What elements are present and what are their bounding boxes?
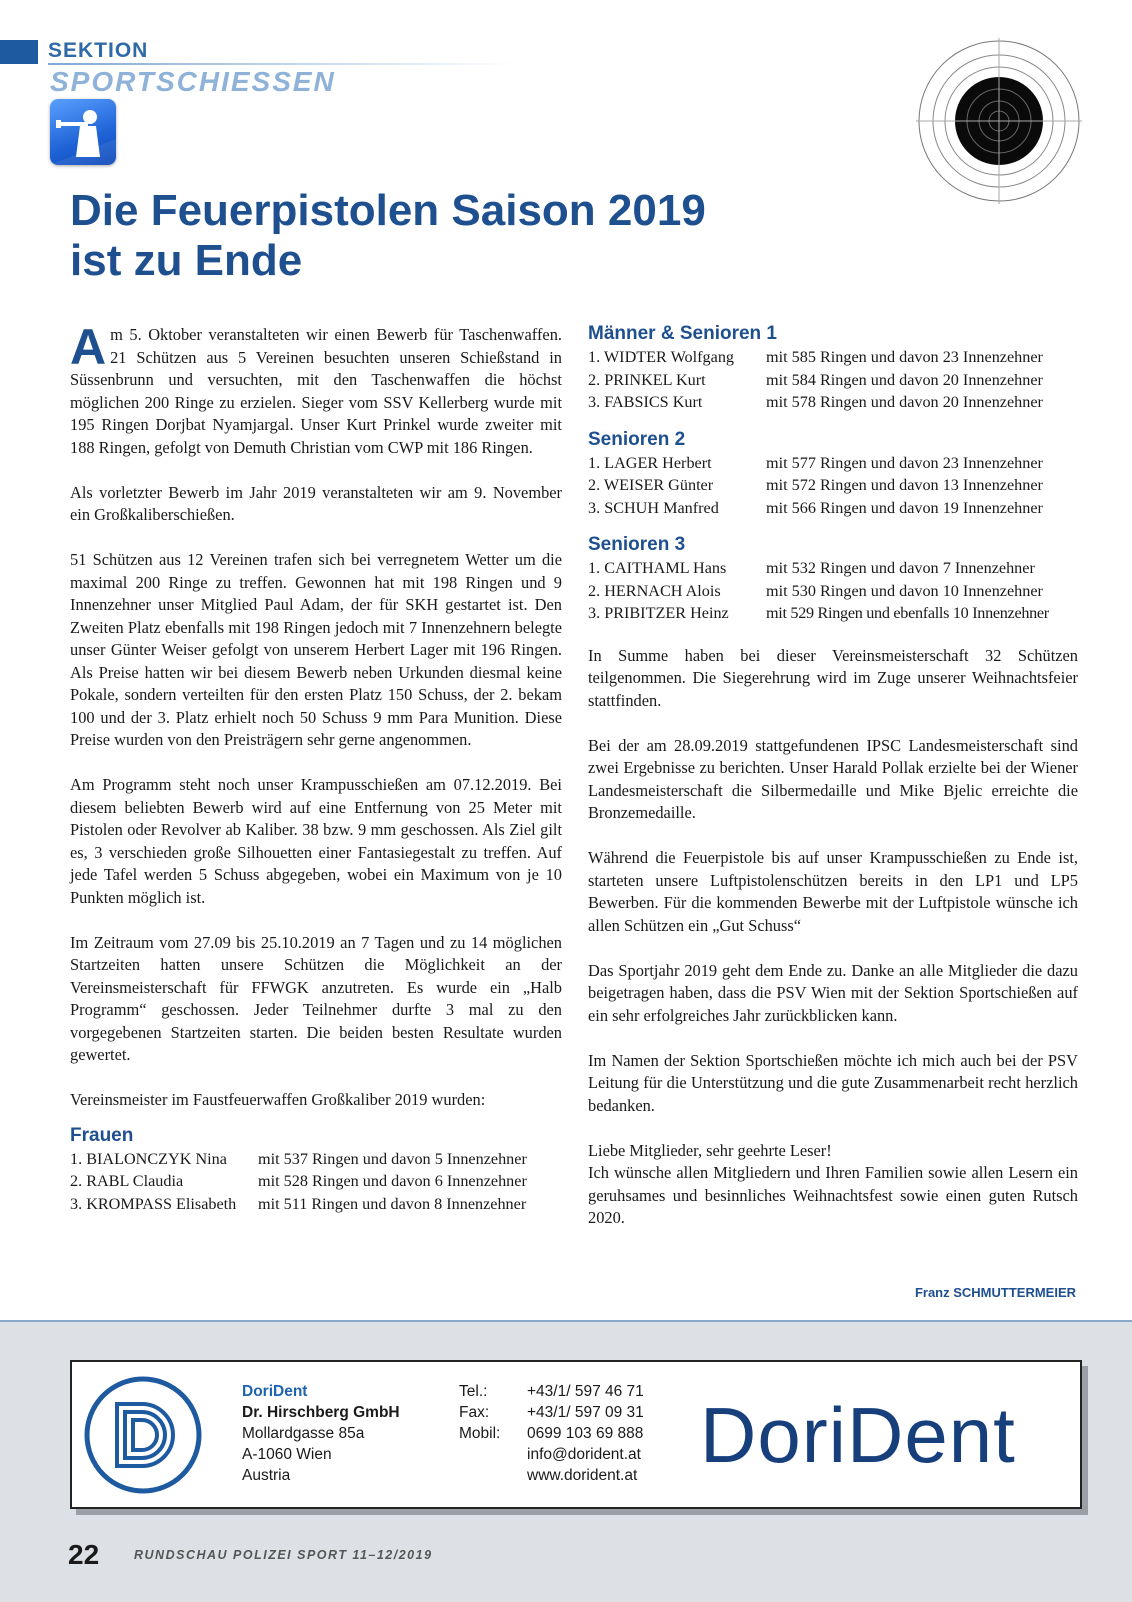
result-score: mit 572 Ringen und davon 13 Innenzehner [766,476,1043,494]
result-name: 1. BIALONCZYK Nina [70,1149,227,1168]
table-row [588,346,1043,369]
paragraph-intro [70,319,562,459]
section-name: SPORTSCHIESSEN [50,66,336,97]
results-table-senioren-2 [588,452,1043,520]
table-row [588,497,1043,520]
result-name: 2. HERNACH Alois [588,581,721,600]
paragraph-3: 51 Schützen aus 12 Vereinen trafen sich bei verregnetem Wetter um die maximal 200 Ringe zu treffen. Gewonnen hat mit 198 Ringen und 9 Innenzehner unser Mitglied Paul Adam, der für SKH gestartet ist. Den Zweiten Platz ebenfalls mit 198 Ringen jedoch mit 7 Innenzehnern belegte unser Günter Weiser gefolgt von unserem Herbert Lager mit 196 Ringen. Als Preise hatten wir bei diesem Bewerb neben Urkunden diesmal keine Pokale, sondern verteilten für den ersten Platz 150 Schuss, der 2. bekam 100 und der 3. Platz erhielt noch 50 Schuss 9 mm Para Munition. Diese Preise wurden von den Preisträgern sehr gerne angenommen. [70,550,562,749]
ad-brand: DoriDent [242,1383,308,1400]
paragraph-5: Im Zeitraum vom 27.09 bis 25.10.2019 an 7 Tagen und zu 14 möglichen Startzeiten hatten unsere Schützen die Möglichkeit an der Vereinsmeisterschaft für FFWGK anzutreten. Es wurde ein „Halb Programm“ geschossen. Jeder Teilnehmer durfte 3 mal zu den vorgegebenen Startzeiten starten. Die beiden besten Resultate wurden gewertet. [70,932,562,1064]
paragraph-12 [588,1140,1078,1230]
table-row [588,391,1043,414]
heading-senioren-2: Senioren 2 [588,428,686,450]
fax-label: Fax: [459,1404,490,1421]
result-name: 3. SCHUH Manfred [588,498,719,517]
shooting-target-icon [916,38,1082,204]
title-line-2: ist zu Ende [70,236,303,285]
mobil-number[interactable]: 0699 103 69 888 [527,1425,644,1442]
web-link[interactable]: www.dorident.at [527,1467,638,1484]
ad-company-name: Dr. Hirschberg GmbH [242,1404,400,1421]
table-row [70,1193,527,1216]
ad-contact-block [459,1381,644,1486]
result-name: 1. LAGER Herbert [588,453,712,472]
dorident-wordmark: DoriDent [700,1391,1016,1479]
paragraph-7: In Summe haben bei dieser Vereinsmeisterschaft 32 Schützen teilgenommen. Die Siegerehrung wird im Zuge unserer Weihnachtsfeier stattfinden. [588,645,1078,710]
shooter-icon [50,99,116,165]
paragraph-10: Das Sportjahr 2019 geht dem Ende zu. Danke an alle Mitglieder die dazu beigetragen haben, dass die PSV Wien mit der Sektion Sportschießen auf ein sehr erfolgreiches Jahr zurückblicken kann. [588,960,1078,1025]
header-accent-bar [0,40,38,64]
results-table-senioren-3 [588,557,1049,625]
page-number: 22 [68,1539,100,1570]
heading-senioren-3: Senioren 3 [588,534,686,555]
table-row [588,369,1043,392]
result-score: mit 530 Ringen und davon 10 Innenzehner [766,581,1043,600]
paragraph-8: Bei der am 28.09.2019 stattgefundenen IPSC Landesmeisterschaft sind zwei Ergebnisse zu berichten. Unser Harald Pollak erzielte bei der Wiener Landesmeisterschaft die Silbermedaille und Mike Bjelic erreichte die Bronzemedaille. [588,735,1078,822]
fax-number: +43/1/ 597 09 31 [527,1404,644,1421]
result-score: mit 528 Ringen und davon 6 Innenzehner [258,1172,527,1190]
ad-street: Mollardgasse 85a [242,1425,365,1442]
title-line-1: Die Feuerpistolen Saison 2019 [70,186,706,235]
heading-frauen: Frauen [70,1124,134,1146]
result-score: mit 537 Ringen und davon 5 Innenzehner [258,1149,527,1168]
result-score: mit 511 Ringen und davon 8 Innenzehner [258,1194,527,1213]
result-score: mit 584 Ringen und davon 20 Innenzehner [766,370,1043,389]
tel-label: Tel.: [459,1383,488,1400]
result-name: 3. KROMPASS Elisabeth [70,1194,237,1213]
result-name: 1. CAITHAML Hans [588,559,727,577]
article-title [70,186,870,286]
paragraph-4: Am Programm steht noch unser Krampusschießen am 07.12.2019. Bei diesem beliebten Bewerb wird auf eine Entfernung von 25 Meter mit Pistolen oder Revolver ab Kaliber. 38 bzw. 9 mm geschossen. Als Ziel gilt es, 3 verschieden große Silhouetten einer Fantasiegestalt zu treffen. Auf jede Tafel werden 5 Schuss abgegeben, wobei ein Maximum von je 10 Punkten möglich ist. [70,775,562,907]
table-row [70,1148,527,1171]
dropcap: A [70,319,107,375]
table-row [588,452,1043,475]
email-link[interactable]: info@dorident.at [527,1446,641,1463]
ad-company-block [242,1381,400,1486]
closing-wishes: Ich wünsche allen Mitgliedern und Ihren Familien sowie allen Lesern ein geruhsames und besinnliches Weihnachtsfest sowie einen guten Rutsch 2020. [588,1163,1078,1227]
result-score: mit 529 Ringen und ebenfalls 10 Innenzehner [766,604,1049,622]
mobil-label: Mobil: [459,1425,501,1442]
result-score: mit 532 Ringen und davon 7 Innenzehner [766,559,1035,577]
paragraph-1-text: m 5. Oktober veranstalteten wir einen Bewerb für Taschenwaffen. 21 Schützen aus 5 Vereinen besuchten unseren Schießstand in Süssenbrunn und versuchten, mit den Taschenwaffen die höchst möglichen 200 Ringe zu erzielen. Sieger vom SSV Kellerberg wurde mit 195 Ringen Dorjbat Nyamjargal. Unser Kurt Prinkel wurde zweiter mit 188 Ringen, gefolgt von Demuth Christian vom CWP mit 186 Ringen. [70,325,562,457]
result-name: 1. WIDTER Wolfgang [588,348,735,366]
section-label: SEKTION [48,39,149,62]
table-row [588,580,1049,603]
results-table-maenner [588,346,1043,414]
ad-city: A-1060 Wien [242,1446,332,1463]
tel-number[interactable]: +43/1/ 597 46 71 [527,1383,644,1400]
greeting: Liebe Mitglieder, sehr geehrte Leser! [588,1140,832,1160]
results-table-frauen [70,1148,527,1216]
table-row [588,557,1049,580]
result-name: 2. PRINKEL Kurt [588,370,706,389]
ad-country: Austria [242,1467,291,1484]
paragraph-6: Vereinsmeister im Faustfeuerwaffen Großkaliber 2019 wurden: [70,1090,486,1109]
result-score: mit 566 Ringen und davon 19 Innenzehner [766,498,1043,517]
result-score: mit 578 Ringen und davon 20 Innenzehner [766,393,1043,411]
header-divider [48,63,518,65]
dorident-logo-icon [84,1376,202,1494]
magazine-title: RUNDSCHAU POLIZEI SPORT 11–12/2019 [134,1548,433,1562]
heading-maenner: Männer & Senioren 1 [588,323,777,344]
article-column-right [588,322,1078,1252]
result-name: 3. PRIBITZER Heinz [588,604,729,622]
table-row [588,474,1043,497]
result-name: 2. WEISER Günter [588,476,714,494]
table-row [588,602,1049,625]
paragraph-11: Im Namen der Sektion Sportschießen möchte ich mich auch bei der PSV Leitung für die Unterstützung und die gute Zusammenarbeit recht herzlich bedanken. [588,1050,1078,1115]
result-name: 3. FABSICS Kurt [588,393,703,411]
result-score: mit 577 Ringen und davon 23 Innenzehner [766,453,1043,472]
result-name: 2. RABL Claudia [70,1172,184,1190]
author-byline: Franz SCHMUTTERMEIER [914,1285,1076,1300]
paragraph-2: Als vorletzter Bewerb im Jahr 2019 veranstalteten wir am 9. November ein Großkaliberschießen. [70,482,562,524]
paragraph-9: Während die Feuerpistole bis auf unser Krampusschießen zu Ende ist, starteten unsere Luftpistolenschützen bereits in den LP1 und LP5 Bewerben. Für die kommenden Bewerbe mit der Luftpistole wünsche ich allen Schützen ein „Gut Schuss“ [588,848,1078,935]
table-row [70,1170,527,1193]
result-score: mit 585 Ringen und davon 23 Innenzehner [766,348,1043,366]
article-column-left [70,319,562,1229]
